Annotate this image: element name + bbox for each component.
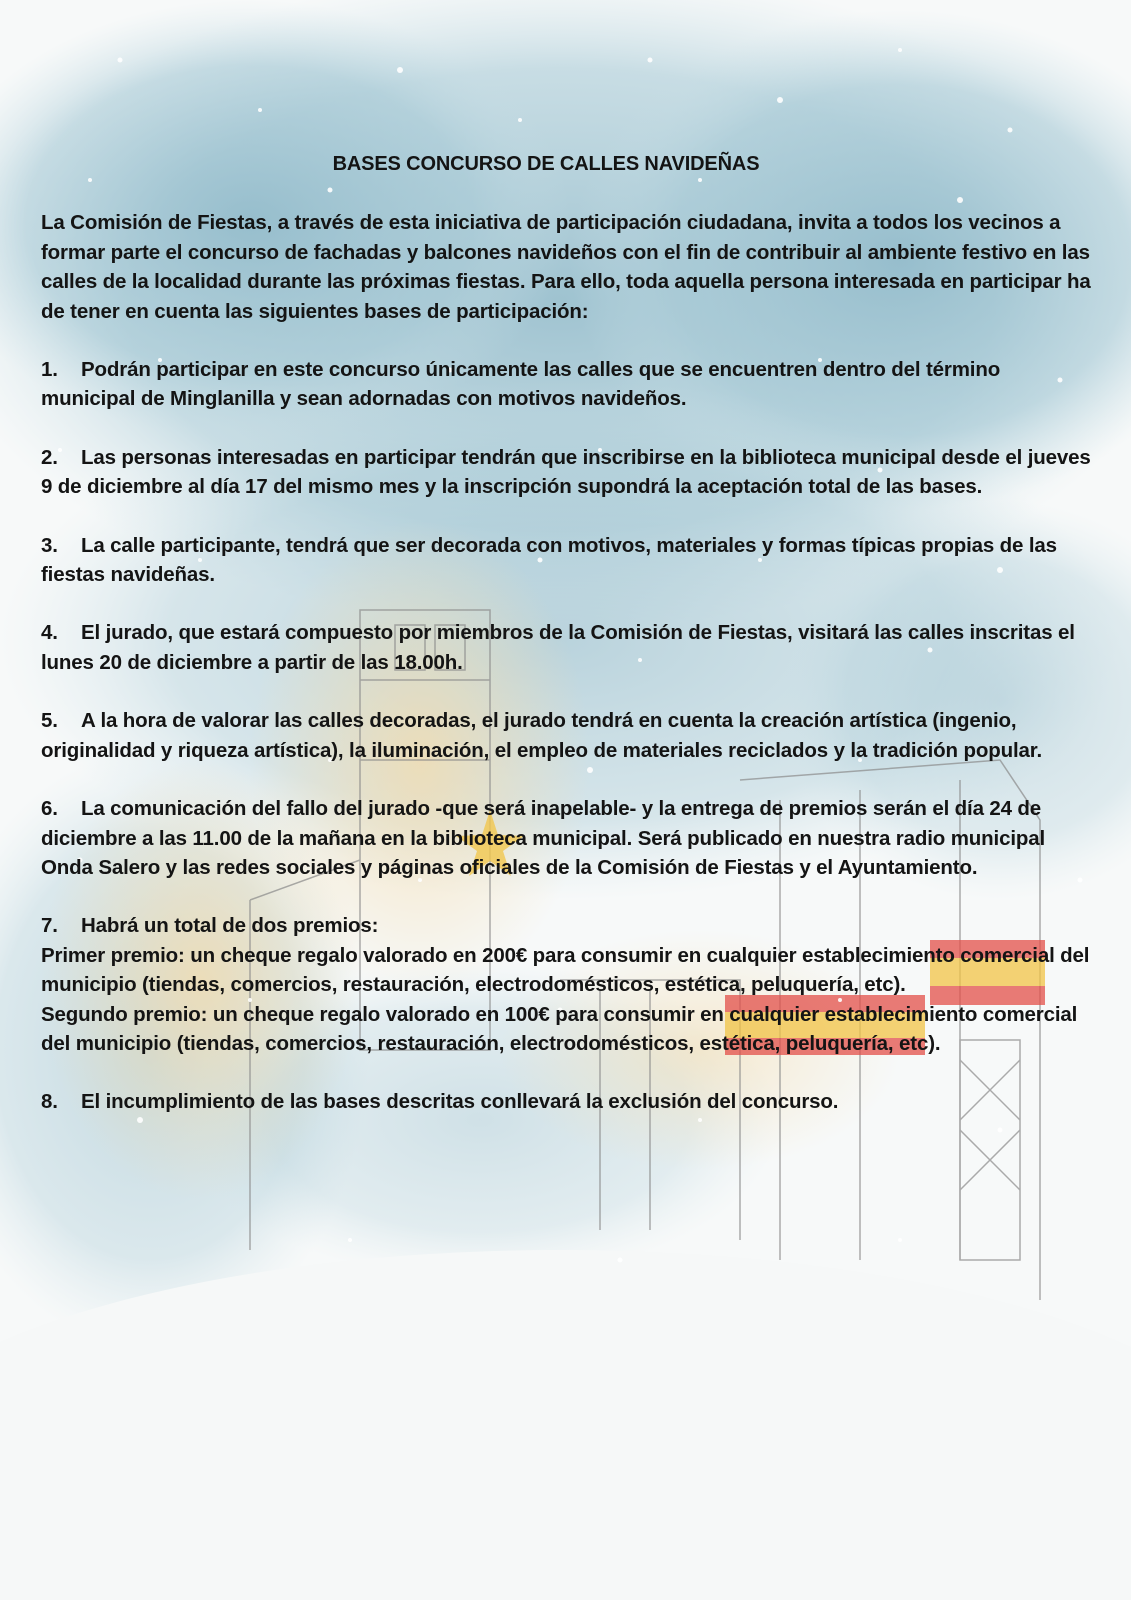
rule-text: La calle participante, tendrá que ser decorada con motivos, materiales y formas típicas propias de las fiestas navideñas.	[41, 533, 1057, 587]
rule-number: 3.	[41, 533, 58, 557]
rule-item-1	[41, 355, 1091, 414]
rule-text: Las personas interesadas en participar tendrán que inscribirse en la biblioteca municipal desde el jueves 9 de diciembre al día 17 del mismo mes y la inscripción supondrá la aceptación total de las bases.	[41, 445, 1091, 499]
rule-number: 7.	[41, 914, 58, 938]
rule-number: 8.	[41, 1090, 58, 1114]
rule-item-6	[41, 794, 1091, 882]
rule-text: La comunicación del fallo del jurado -que será inapelable- y la entrega de premios serán el día 24 de diciembre a las 11.00 de la mañana en la biblioteca municipal. Será publicado en nuestra radio municipal Onda Salero y las redes sociales y páginas oficiales de la Comisión de Fiestas y el Ayuntamiento.	[41, 797, 1046, 879]
rule-text: A la hora de valorar las calles decoradas, el jurado tendrá en cuenta la creación artística (ingenio, originalidad y riqueza artística), la iluminación, el empleo de materiales reciclados y la tradición popular.	[41, 709, 1043, 762]
rule-text: El incumplimiento de las bases descritas conllevará la exclusión del concurso.	[81, 1090, 839, 1114]
rule-number: 2.	[41, 445, 58, 469]
rule-item-4	[41, 618, 1091, 677]
rule-item-5	[41, 706, 1091, 765]
rule-number: 4.	[41, 621, 58, 645]
rule-item-8	[41, 1087, 1091, 1116]
second-prize: Segundo premio: un cheque regalo valorado en 100€ para consumir en cualquier establecimiento comercial del municipio (tiendas, comercios, restauración, electrodomésticos, estética, peluquería, etc).	[41, 1002, 1078, 1055]
rule-text: Habrá un total de dos premios:	[81, 914, 379, 938]
rule-number: 6.	[41, 797, 58, 821]
rule-text: Podrán participar en este concurso únicamente las calles que se encuentren dentro del término municipal de Minglanilla y sean adornadas con motivos navideños.	[41, 358, 1001, 411]
rule-number: 5.	[41, 709, 58, 733]
rule-text: El jurado, que estará compuesto por miembros de la Comisión de Fiestas, visitará las calles inscritas el lunes 20 de diciembre a partir de las 18.00h.	[41, 621, 1075, 674]
first-prize: Primer premio: un cheque regalo valorado en 200€ para consumir en cualquier establecimiento comercial del municipio (tiendas, comercios, restauración, electrodomésticos, estética, peluquería, etc).	[41, 943, 1090, 997]
document-body	[41, 150, 1091, 1146]
document-title: BASES CONCURSO DE CALLES NAVIDEÑAS	[332, 153, 760, 175]
intro-paragraph: La Comisión de Fiestas, a través de esta iniciativa de participación ciudadana, invita a todos los vecinos a formar parte el concurso de fachadas y balcones navideños con el fin de contribuir al ambiente festivo en las calles de la localidad durante las próximas fiestas. Para ello, toda aquella persona interesada en participar ha de tener en cuenta las siguientes bases de participación:	[41, 211, 1091, 323]
rule-item-3	[41, 531, 1091, 590]
rule-item-7	[41, 911, 1091, 1058]
rule-number: 1.	[41, 358, 58, 382]
rule-item-2	[41, 443, 1091, 502]
